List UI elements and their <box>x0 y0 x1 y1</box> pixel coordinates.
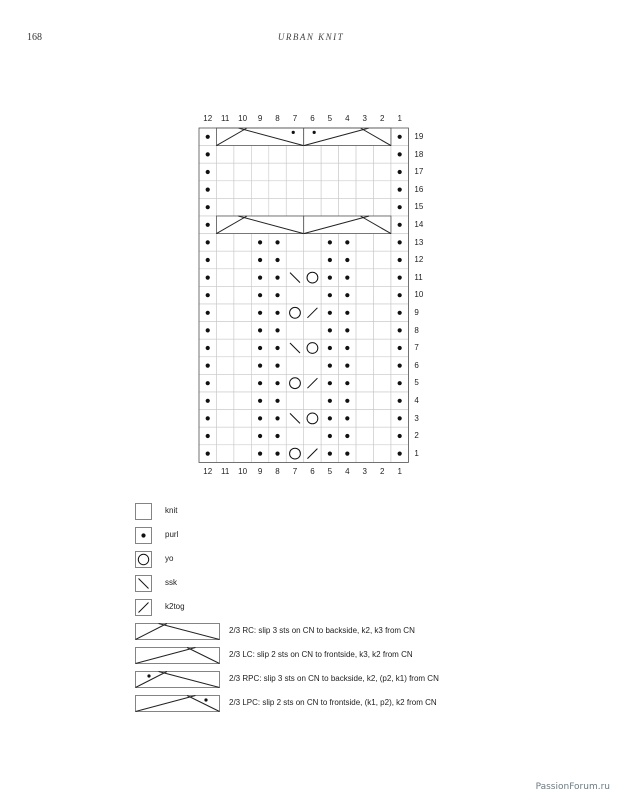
purl-symbol <box>258 311 262 315</box>
purl-symbol <box>258 416 262 420</box>
purl-symbol <box>328 276 332 280</box>
purl-symbol <box>398 416 402 420</box>
row-number: 6 <box>414 360 419 370</box>
chart-cell <box>216 234 233 252</box>
legend-label: k2tog <box>165 602 185 611</box>
chart-cell <box>339 198 356 216</box>
column-number-top: 12 <box>203 114 213 123</box>
chart-cell <box>339 181 356 199</box>
purl-symbol <box>345 452 349 456</box>
chart-cell <box>234 251 251 269</box>
k2tog-icon <box>135 599 153 617</box>
chart-cell <box>234 357 251 375</box>
purl-symbol <box>206 452 210 456</box>
purl-symbol <box>275 434 279 438</box>
chart-cell <box>356 427 373 445</box>
chart-cell <box>269 198 286 216</box>
cable-purl-dot <box>292 131 295 134</box>
legend-label: 2/3 LPC: slip 2 sts on CN to frontside, (k1, p2), k2 from CN <box>229 698 437 707</box>
chart-cell <box>321 163 338 181</box>
purl-symbol <box>258 276 262 280</box>
chart-cell <box>304 181 321 199</box>
row-number: 1 <box>414 448 419 458</box>
row-number: 16 <box>414 184 424 194</box>
chart-cell <box>286 146 303 164</box>
chart-cell <box>234 339 251 357</box>
chart-cell <box>216 269 233 287</box>
purl-symbol <box>345 416 349 420</box>
purl-symbol <box>206 399 210 403</box>
chart-cell <box>339 146 356 164</box>
cable-box <box>216 128 303 146</box>
chart-cell <box>216 339 233 357</box>
purl-symbol <box>345 381 349 385</box>
row-number: 11 <box>414 272 423 282</box>
chart-cell <box>216 163 233 181</box>
purl-symbol <box>398 399 402 403</box>
column-number-bottom: 11 <box>221 467 230 477</box>
chart-cell <box>286 304 303 322</box>
purl-symbol <box>398 188 402 192</box>
chart-cell <box>251 181 268 199</box>
chart-cell <box>321 198 338 216</box>
legend-label: purl <box>165 530 179 539</box>
column-number-top: 7 <box>292 114 298 123</box>
purl-symbol <box>328 258 332 262</box>
chart-cell <box>216 181 233 199</box>
chart-cell <box>286 198 303 216</box>
chart-cell <box>216 198 233 216</box>
purl-symbol <box>345 364 349 368</box>
purl-symbol <box>398 452 402 456</box>
purl-symbol <box>398 240 402 244</box>
purl-symbol <box>328 434 332 438</box>
purl-symbol <box>275 276 279 280</box>
chart-cell <box>251 198 268 216</box>
column-number-bottom: 1 <box>397 467 402 477</box>
ssk-icon <box>135 575 153 593</box>
chart-cell <box>304 339 321 357</box>
purl-symbol <box>398 364 402 368</box>
chart-cell <box>374 392 391 410</box>
chart-cell <box>356 357 373 375</box>
row-number: 8 <box>414 325 419 335</box>
2-3-rc-icon <box>135 623 221 641</box>
purl-symbol <box>206 328 210 332</box>
chart-cell <box>304 234 321 252</box>
purl-symbol <box>258 399 262 403</box>
chart-cell <box>374 339 391 357</box>
purl-symbol <box>258 328 262 332</box>
knit-box-icon <box>135 503 153 521</box>
legend-label: ssk <box>165 578 177 587</box>
purl-symbol <box>206 311 210 315</box>
purl-symbol <box>398 223 402 227</box>
row-number: 10 <box>414 290 424 300</box>
chart-cell <box>374 163 391 181</box>
purl-symbol <box>328 381 332 385</box>
chart-cell <box>356 251 373 269</box>
purl-symbol <box>206 258 210 262</box>
purl-symbol <box>345 328 349 332</box>
legend-label: 2/3 RPC: slip 3 sts on CN to backside, k2, (p2, k1) from CN <box>229 674 439 683</box>
row-number: 18 <box>414 149 424 159</box>
purl-symbol <box>206 240 210 244</box>
2-3-lc-icon <box>135 647 221 665</box>
row-number: 7 <box>414 343 419 353</box>
legend-label: knit <box>165 506 178 515</box>
column-number-bottom: 7 <box>292 467 298 477</box>
legend-label: 2/3 RC: slip 3 sts on CN to backside, k2, k3 from CN <box>229 626 415 635</box>
chart-cell <box>234 410 251 428</box>
purl-symbol <box>258 381 262 385</box>
row-number: 12 <box>414 255 424 265</box>
chart-cell <box>234 304 251 322</box>
chart-cell <box>356 392 373 410</box>
chart-cell <box>216 251 233 269</box>
purl-symbol <box>275 293 279 297</box>
chart-cell <box>286 392 303 410</box>
purl-symbol <box>258 293 262 297</box>
chart-cell <box>374 374 391 392</box>
chart-cell <box>286 251 303 269</box>
chart-cell <box>356 304 373 322</box>
chart-cell <box>374 198 391 216</box>
chart-cell <box>234 374 251 392</box>
chart-cell <box>356 146 373 164</box>
chart-cell <box>374 445 391 463</box>
chart-cell <box>286 374 303 392</box>
purl-symbol <box>275 381 279 385</box>
chart-cell <box>269 163 286 181</box>
yo-icon <box>135 551 153 569</box>
purl-symbol <box>328 399 332 403</box>
chart-cell <box>216 445 233 463</box>
purl-symbol <box>258 240 262 244</box>
chart-cell <box>234 198 251 216</box>
chart-cell <box>304 357 321 375</box>
purl-symbol <box>345 258 349 262</box>
purl-symbol <box>275 452 279 456</box>
chart-cell <box>356 374 373 392</box>
chart-cell <box>356 181 373 199</box>
purl-symbol <box>345 240 349 244</box>
purl-symbol <box>206 188 210 192</box>
chart-cell <box>356 269 373 287</box>
purl-symbol <box>206 205 210 209</box>
footer-credit: PassionForum.ru <box>535 782 610 792</box>
purl-symbol <box>398 205 402 209</box>
row-number: 9 <box>414 308 419 317</box>
row-number: 4 <box>414 396 419 405</box>
purl-symbol <box>275 399 279 403</box>
chart-cell <box>356 410 373 428</box>
column-number-top: 9 <box>257 114 263 123</box>
row-number: 15 <box>414 202 424 212</box>
chart-cell <box>234 146 251 164</box>
chart-cell <box>374 146 391 164</box>
chart-cell <box>286 322 303 340</box>
purl-symbol <box>275 364 279 368</box>
column-number-top: 6 <box>310 114 315 123</box>
chart-cell <box>234 269 251 287</box>
purl-symbol <box>275 416 279 420</box>
chart-cell <box>234 445 251 463</box>
purl-symbol <box>398 434 402 438</box>
purl-symbol <box>398 152 402 156</box>
column-number-bottom: 8 <box>275 467 280 477</box>
chart-cell <box>286 234 303 252</box>
column-number-bottom: 3 <box>362 467 367 477</box>
chart-cell <box>216 427 233 445</box>
purl-symbol <box>398 328 402 332</box>
purl-symbol <box>275 346 279 350</box>
chart-cell <box>374 251 391 269</box>
chart-cell <box>374 357 391 375</box>
cable-box <box>304 216 391 234</box>
chart-cell <box>234 427 251 445</box>
chart-cell <box>304 427 321 445</box>
purl-symbol <box>398 170 402 174</box>
purl-symbol <box>275 258 279 262</box>
chart-cell <box>216 392 233 410</box>
running-head: URBAN KNIT <box>277 32 345 42</box>
purl-symbol <box>258 258 262 262</box>
chart-cell <box>251 146 268 164</box>
chart-cell <box>356 286 373 304</box>
purl-symbol <box>275 328 279 332</box>
purl-symbol <box>206 346 210 350</box>
chart-cell <box>356 445 373 463</box>
chart-cell <box>374 234 391 252</box>
chart-cell <box>216 304 233 322</box>
purl-symbol <box>206 223 210 227</box>
column-number-top: 10 <box>238 114 248 123</box>
purl-symbol <box>328 240 332 244</box>
column-number-top: 5 <box>327 114 333 123</box>
purl-symbol <box>275 240 279 244</box>
chart-cell <box>339 163 356 181</box>
purl-symbol <box>328 346 332 350</box>
row-number: 19 <box>414 132 424 141</box>
column-number-bottom: 9 <box>257 467 263 477</box>
row-number: 3 <box>414 413 419 423</box>
chart-cell <box>356 198 373 216</box>
column-number-top: 2 <box>379 114 385 123</box>
row-number: 13 <box>414 237 424 247</box>
chart-cell <box>356 234 373 252</box>
chart-cell <box>374 181 391 199</box>
chart-cell <box>304 286 321 304</box>
chart-cell <box>374 410 391 428</box>
chart-cell <box>321 181 338 199</box>
chart-cell <box>234 286 251 304</box>
chart-cell <box>321 146 338 164</box>
purl-symbol <box>206 381 210 385</box>
purl-symbol <box>345 311 349 315</box>
chart-cell <box>234 322 251 340</box>
chart-cell <box>216 410 233 428</box>
cable-purl-dot <box>313 131 316 134</box>
cable-box <box>216 216 303 234</box>
purl-symbol <box>398 258 402 262</box>
purl-symbol <box>328 452 332 456</box>
column-number-top: 1 <box>397 114 402 123</box>
cable-box <box>304 128 391 146</box>
purl-symbol <box>398 276 402 280</box>
column-number-bottom: 2 <box>379 467 385 477</box>
chart-cell <box>251 163 268 181</box>
purl-symbol <box>328 364 332 368</box>
row-number: 5 <box>414 378 419 388</box>
chart-cell <box>216 286 233 304</box>
purl-symbol <box>206 276 210 280</box>
purl-symbol <box>206 416 210 420</box>
purl-symbol <box>398 135 402 139</box>
purl-symbol <box>258 452 262 456</box>
chart-cell <box>216 357 233 375</box>
chart-cell <box>286 357 303 375</box>
chart-cell <box>304 163 321 181</box>
chart-cell <box>269 146 286 164</box>
column-number-bottom: 10 <box>238 467 248 477</box>
chart-cell <box>216 374 233 392</box>
column-number-bottom: 6 <box>310 467 315 477</box>
purl-symbol <box>398 346 402 350</box>
chart-cell <box>286 163 303 181</box>
chart-cell <box>286 427 303 445</box>
column-number-top: 8 <box>275 114 280 123</box>
purl-symbol <box>206 152 210 156</box>
purl-symbol <box>345 276 349 280</box>
chart-cell <box>304 146 321 164</box>
chart-cell <box>286 445 303 463</box>
purl-symbol <box>258 346 262 350</box>
chart-cell <box>374 427 391 445</box>
chart-cell <box>374 304 391 322</box>
chart-cell <box>356 339 373 357</box>
purl-symbol <box>345 346 349 350</box>
chart-cell <box>234 234 251 252</box>
chart-cell <box>216 322 233 340</box>
purl-symbol <box>206 434 210 438</box>
row-number: 2 <box>414 431 419 441</box>
chart-cell <box>286 181 303 199</box>
purl-symbol <box>345 434 349 438</box>
purl-symbol <box>258 364 262 368</box>
purl-symbol <box>328 328 332 332</box>
chart-cell <box>286 286 303 304</box>
chart-cell <box>234 163 251 181</box>
column-number-bottom: 4 <box>345 467 350 477</box>
column-number-top: 11 <box>221 114 230 123</box>
chart-cell <box>374 286 391 304</box>
chart-cell <box>216 146 233 164</box>
row-number: 17 <box>414 167 424 177</box>
purl-symbol <box>206 170 210 174</box>
purl-symbol <box>206 293 210 297</box>
purl-symbol <box>206 135 210 139</box>
2-3-rpc-icon <box>135 671 221 689</box>
purl-icon <box>135 527 153 545</box>
purl-symbol <box>328 416 332 420</box>
purl-symbol <box>398 381 402 385</box>
page-number: 168 <box>27 32 42 43</box>
chart-cell <box>234 392 251 410</box>
chart-cell <box>304 251 321 269</box>
purl-symbol <box>328 293 332 297</box>
purl-symbol <box>328 311 332 315</box>
chart-cell <box>356 163 373 181</box>
purl-symbol <box>275 311 279 315</box>
purl-symbol <box>206 364 210 368</box>
purl-symbol <box>258 434 262 438</box>
chart-cell <box>304 392 321 410</box>
chart-cell <box>374 322 391 340</box>
2-3-lpc-icon <box>135 695 221 713</box>
chart-cell <box>304 198 321 216</box>
column-number-bottom: 12 <box>203 467 213 477</box>
chart-cell <box>356 322 373 340</box>
chart-cell <box>374 269 391 287</box>
chart-cell <box>304 269 321 287</box>
legend-label: 2/3 LC: slip 2 sts on CN to frontside, k3, k2 from CN <box>229 650 413 659</box>
chart-cell <box>304 322 321 340</box>
chart-cell <box>269 181 286 199</box>
row-number: 14 <box>414 220 424 229</box>
purl-symbol <box>398 293 402 297</box>
column-number-top: 4 <box>345 114 350 123</box>
purl-symbol <box>398 311 402 315</box>
chart-cell <box>304 410 321 428</box>
column-number-top: 3 <box>362 114 367 123</box>
column-number-bottom: 5 <box>327 467 333 477</box>
purl-symbol <box>345 293 349 297</box>
chart-cell <box>234 181 251 199</box>
purl-symbol <box>345 399 349 403</box>
legend-label: yo <box>165 554 174 563</box>
